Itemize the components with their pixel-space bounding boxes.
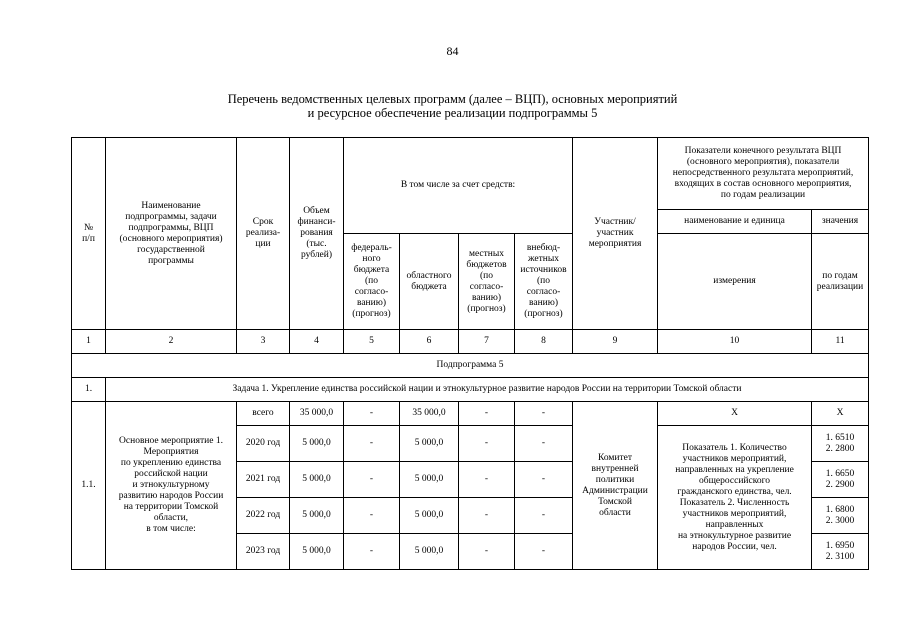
extrabudget-cell: - bbox=[515, 498, 573, 534]
header-col-extrabudget: внебюд- жетных источников (по согласо- ванию) (прогноз) bbox=[515, 234, 573, 330]
values-cell: 1. 6510 2. 2800 bbox=[812, 426, 869, 462]
subprogram-row bbox=[72, 354, 869, 378]
header-col-term: Срок реализа- ции bbox=[237, 138, 290, 330]
local-cell: - bbox=[459, 498, 515, 534]
extrabudget-cell: - bbox=[515, 534, 573, 570]
local-cell: - bbox=[459, 462, 515, 498]
header-group-indicators: Показатели конечного результата ВЦП (основного мероприятия), показатели непосредственного результата мероприятий, входящих в состав основного мероприятия, по годам реализации bbox=[658, 138, 869, 210]
header-col-indicator-name-top: наименование и единица bbox=[658, 210, 812, 234]
values-cell: 1. 6650 2. 2900 bbox=[812, 462, 869, 498]
regional-cell: 5 000,0 bbox=[400, 534, 459, 570]
period-cell: 2021 год bbox=[237, 462, 290, 498]
total-cell: 5 000,0 bbox=[290, 426, 344, 462]
header-col-values-bottom: по годам реализации bbox=[812, 234, 869, 330]
federal-cell: - bbox=[344, 462, 400, 498]
column-number: 3 bbox=[237, 330, 290, 354]
federal-cell: - bbox=[344, 402, 400, 426]
title-line-1: Перечень ведомственных целевых программ (далее – ВЦП), основных мероприятий bbox=[227, 92, 678, 106]
header-col-volume: Объем финанси- рования (тыс. рублей) bbox=[290, 138, 344, 330]
column-numbers-row bbox=[72, 330, 869, 354]
column-number: 9 bbox=[573, 330, 658, 354]
title-line-2: и ресурсное обеспечение реализации подпрограммы 5 bbox=[307, 106, 598, 120]
page-number: 84 bbox=[446, 44, 459, 58]
extrabudget-cell: - bbox=[515, 426, 573, 462]
header-col-number: № п/п bbox=[72, 138, 106, 330]
participant-cell: Комитет внутренней политики Администрации Томской области bbox=[573, 402, 658, 570]
regional-cell: 5 000,0 bbox=[400, 462, 459, 498]
program-table bbox=[71, 137, 869, 570]
header-col-regional: областного бюджета bbox=[400, 234, 459, 330]
activity-name: Основное мероприятие 1. Мероприятия по укреплению единства российской нации и этнокультурному развитию народов России на территории Томской области, в том числе: bbox=[106, 402, 237, 570]
local-cell: - bbox=[459, 534, 515, 570]
federal-cell: - bbox=[344, 426, 400, 462]
header-col-federal: федераль- ного бюджета (по согласо- ванию) (прогноз) bbox=[344, 234, 400, 330]
values-cell: 1. 6950 2. 3100 bbox=[812, 534, 869, 570]
regional-cell: 5 000,0 bbox=[400, 498, 459, 534]
period-cell: 2020 год bbox=[237, 426, 290, 462]
local-cell: - bbox=[459, 402, 515, 426]
column-number: 6 bbox=[400, 330, 459, 354]
column-number: 11 bbox=[812, 330, 869, 354]
column-number: 7 bbox=[459, 330, 515, 354]
task-text: Задача 1. Укрепление единства российской нации и этнокультурное развитие народов России на территории Томской области bbox=[106, 378, 869, 402]
extrabudget-cell: - bbox=[515, 462, 573, 498]
header-col-participant: Участник/ участник мероприятия bbox=[573, 138, 658, 330]
column-number: 4 bbox=[290, 330, 344, 354]
x-mark-cell: Х bbox=[658, 402, 812, 426]
regional-cell: 35 000,0 bbox=[400, 402, 459, 426]
table-row bbox=[72, 402, 869, 426]
total-cell: 5 000,0 bbox=[290, 534, 344, 570]
indicators-text: Показатель 1. Количество участников мероприятий, направленных на укрепление общероссийского гражданского единства, чел. Показатель 2. Численность участников мероприятий, направленных на этнокультурное развитие народов России, чел. bbox=[658, 426, 812, 570]
federal-cell: - bbox=[344, 498, 400, 534]
task-row bbox=[72, 378, 869, 402]
extrabudget-cell: - bbox=[515, 402, 573, 426]
header-col-values-top: значения bbox=[812, 210, 869, 234]
values-cell: 1. 6800 2. 3000 bbox=[812, 498, 869, 534]
total-cell: 35 000,0 bbox=[290, 402, 344, 426]
header-row-1 bbox=[72, 138, 869, 210]
subprogram-label: Подпрограмма 5 bbox=[72, 354, 869, 378]
period-cell: 2022 год bbox=[237, 498, 290, 534]
column-number: 1 bbox=[72, 330, 106, 354]
x-mark-cell: Х bbox=[812, 402, 869, 426]
regional-cell: 5 000,0 bbox=[400, 426, 459, 462]
column-number: 5 bbox=[344, 330, 400, 354]
period-cell: всего bbox=[237, 402, 290, 426]
federal-cell: - bbox=[344, 534, 400, 570]
total-cell: 5 000,0 bbox=[290, 462, 344, 498]
column-number: 10 bbox=[658, 330, 812, 354]
total-cell: 5 000,0 bbox=[290, 498, 344, 534]
header-col-local: местных бюджетов (по согласо- ванию) (прогноз) bbox=[459, 234, 515, 330]
local-cell: - bbox=[459, 426, 515, 462]
period-cell: 2023 год bbox=[237, 534, 290, 570]
header-group-funds: В том числе за счет средств: bbox=[344, 138, 573, 234]
header-col-name: Наименование подпрограммы, задачи подпрограммы, ВЦП (основного мероприятия) государственной программы bbox=[106, 138, 237, 330]
header-col-indicator-name-bottom: измерения bbox=[658, 234, 812, 330]
document-title bbox=[0, 92, 905, 120]
task-number: 1. bbox=[72, 378, 106, 402]
column-number: 2 bbox=[106, 330, 237, 354]
column-number: 8 bbox=[515, 330, 573, 354]
activity-number: 1.1. bbox=[72, 402, 106, 570]
